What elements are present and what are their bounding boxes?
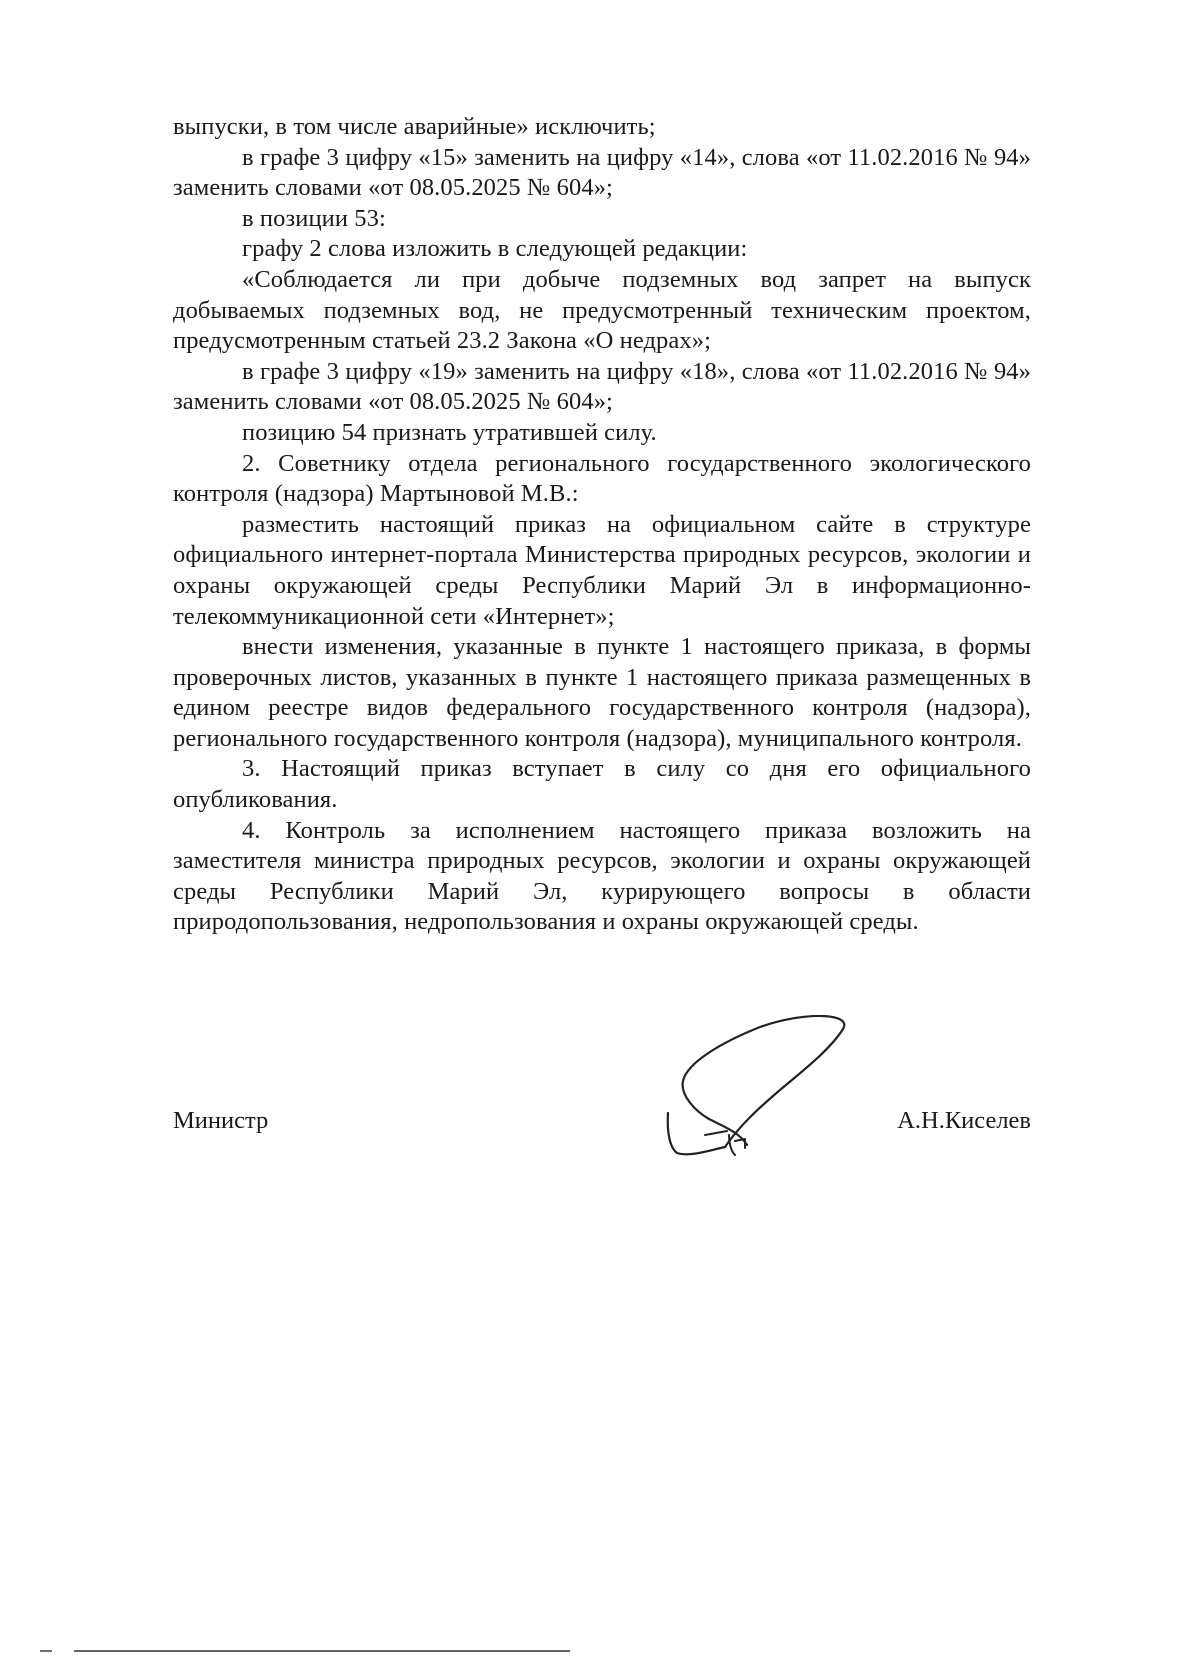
signatory-title: Министр [173,1107,269,1134]
paragraph-quoted-question: «Соблюдается ли при добыче подземных вод запрет на выпуск добываемых подземных вод, не предусмотренный техническим проектом, предусмотренным статьей 23.2 Закона «О недрах»; [173,265,1031,355]
paragraph-position53-heading: в позиции 53: [242,204,386,232]
footer-divider [40,1647,570,1655]
paragraph-continuation: выпуски, в том числе аварийные» исключить; [173,113,656,140]
paragraph-column3-position53: в графе 3 цифру «19» заменить на цифру «18», слова «от 11.02.2016 № 94» заменить словами «от 08.05.2025 № 604»; [173,357,1031,416]
paragraph-publish-order: разместить настоящий приказ на официальном сайте в структуре официального интернет-портала Министерства природных ресурсов, экологии и охраны окружающей среды Республики Марий Эл в информационно-телекоммуникационной сети «Интернет»; [173,510,1031,630]
document-body [173,112,1031,938]
paragraph-item-3: 3. Настоящий приказ вступает в силу со дня его официального опубликования. [173,755,1031,814]
signatory-name: А.Н.Киселев [897,1107,1031,1134]
paragraph-item-4: 4. Контроль за исполнением настоящего приказа возложить на заместителя министра природных ресурсов, экологии и охраны окружающей среды Республики Марий Эл, курирующего вопросы в области природопользования, недропользования и охраны окружающей среды. [173,816,1031,936]
signature-block [173,1106,1031,1146]
paragraph-column2-wording: графу 2 слова изложить в следующей редакции: [242,235,748,263]
paragraph-position54-repeal: позицию 54 признать утратившей силу. [242,418,657,446]
paragraph-item-2: 2. Советнику отдела регионального государственного экологического контроля (надзора) Мартыновой М.В.: [173,449,1031,508]
paragraph-column3-position52: в графе 3 цифру «15» заменить на цифру «14», слова «от 11.02.2016 № 94» заменить словами «от 08.05.2025 № 604»; [173,143,1031,202]
paragraph-amend-checklists: внести изменения, указанные в пункте 1 настоящего приказа, в формы проверочных листов, указанных в пункте 1 настоящего приказа размещенных в едином реестре видов федерального государственного контроля (надзора), регионального государственного контроля (надзора), муниципального контроля. [173,633,1031,752]
